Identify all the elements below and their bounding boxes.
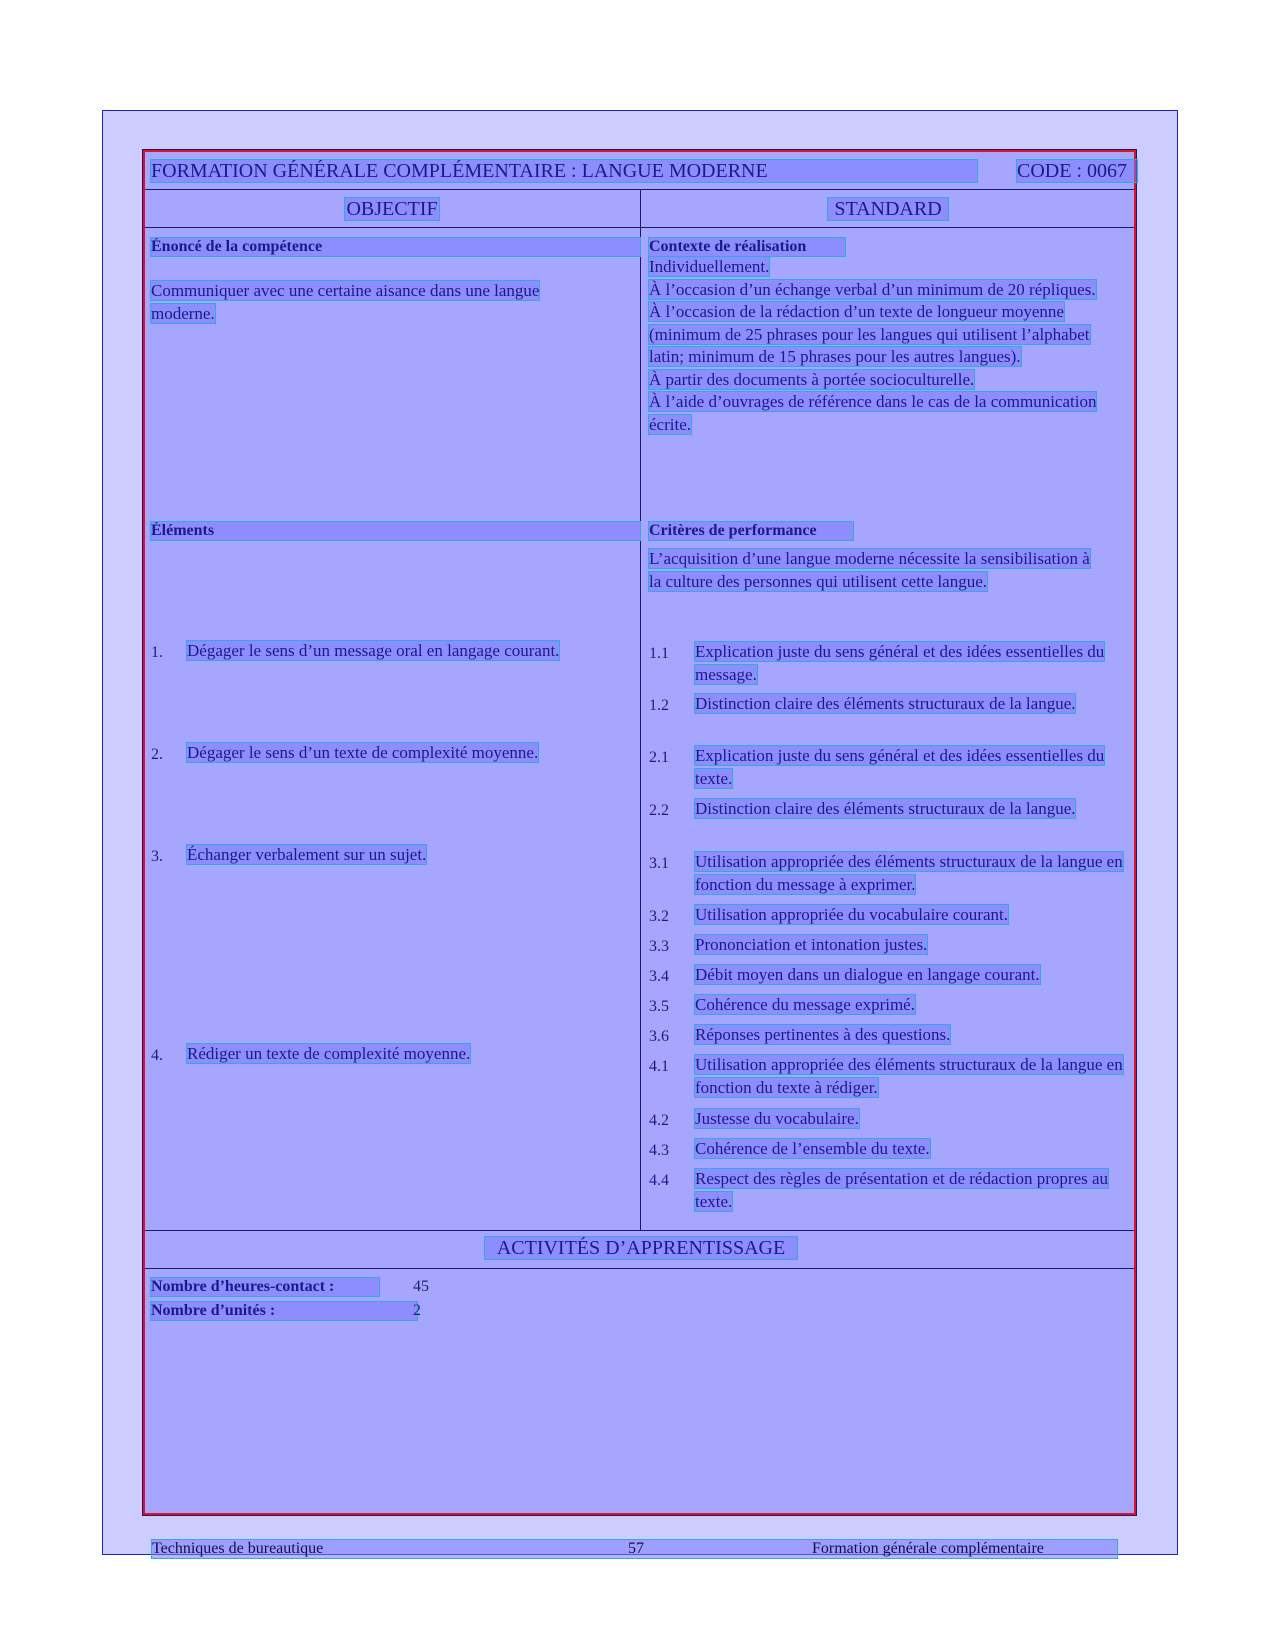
column-header-objectif: OBJECTIF (346, 198, 438, 220)
criterion-text: Cohérence de l’ensemble du texte. (695, 1139, 930, 1158)
element-number: 3. (151, 848, 163, 865)
hours-value: 45 (413, 1278, 429, 1295)
criterion-text: Distinction claire des éléments structuraux de la langue. (695, 694, 1076, 713)
criterion-number: 1.1 (649, 645, 669, 662)
element-number: 1. (151, 644, 163, 661)
elements-label: Éléments (151, 522, 640, 540)
element-number: 2. (151, 746, 163, 763)
criteria-label: Critères de performance (649, 522, 853, 540)
element-text: Rédiger un texte de complexité moyenne. (187, 1044, 471, 1063)
criterion-text: Débit moyen dans un dialogue en langage courant. (695, 965, 1040, 984)
criterion-number: 3.1 (649, 855, 669, 872)
criterion-number: 4.3 (649, 1142, 669, 1159)
page-number: 57 (628, 1540, 644, 1557)
criteria-intro: L’acquisition d’une langue moderne nécessite la sensibilisation à la culture des personnes qui utilisent cette langue. (649, 549, 1090, 591)
document-title: FORMATION GÉNÉRALE COMPLÉMENTAIRE : LANGUE MODERNE (151, 160, 977, 182)
criterion-number: 4.1 (649, 1058, 669, 1075)
footer-left: Techniques de bureautique (152, 1540, 324, 1557)
criterion-text: Utilisation appropriée des éléments structuraux de la langue en fonction du message à exprimer. (695, 852, 1123, 894)
criterion-number: 3.5 (649, 998, 669, 1015)
criterion-number: 4.4 (649, 1172, 669, 1189)
footer-right: Formation générale complémentaire (812, 1540, 1044, 1557)
activities-top-rule (145, 1230, 1134, 1231)
units-value: 2 (413, 1302, 421, 1319)
criterion-text: Respect des règles de présentation et de rédaction propres au texte. (695, 1169, 1109, 1211)
criterion-text: Prononciation et intonation justes. (695, 935, 928, 954)
activities-bottom-rule (145, 1268, 1134, 1269)
criterion-number: 4.2 (649, 1112, 669, 1129)
units-label: Nombre d’unités : (151, 1302, 417, 1320)
context-list (649, 256, 1119, 436)
competence-label: Énoncé de la compétence (151, 238, 640, 256)
element-text: Dégager le sens d’un message oral en langage courant. (187, 641, 560, 660)
criterion-number: 3.2 (649, 908, 669, 925)
criterion-number: 3.4 (649, 968, 669, 985)
competence-text (151, 280, 571, 325)
criterion-text: Justesse du vocabulaire. (695, 1109, 859, 1128)
activities-title: ACTIVITÉS D’APPRENTISSAGE (485, 1237, 797, 1259)
context-line: À l’aide d’ouvrages de référence dans le cas de la communication écrite. (649, 392, 1097, 434)
criterion-text: Distinction claire des éléments structuraux de la langue. (695, 799, 1076, 818)
criterion-text: Utilisation appropriée du vocabulaire courant. (695, 905, 1008, 924)
course-code: CODE : 0067 (1017, 160, 1137, 182)
context-line: À partir des documents à portée socioculturelle. (649, 369, 975, 389)
context-line: Individuellement. (649, 257, 770, 276)
context-line: À l’occasion d’un échange verbal d’un minimum de 20 répliques. (649, 279, 1096, 299)
column-divider (640, 190, 641, 1230)
context-line: À l’occasion de la rédaction d’un texte de longueur moyenne (minimum de 25 phrases pour les langues qui utilisent l’alphabet latin; minimum de 15 phrases pour les autres langues). (649, 302, 1090, 366)
element-text: Dégager le sens d’un texte de complexité moyenne. (187, 743, 539, 762)
criterion-number: 3.6 (649, 1028, 669, 1045)
competence-statement: Communiquer avec une certaine aisance dans une langue moderne. (151, 281, 540, 323)
document-table (143, 150, 1136, 1515)
hours-label: Nombre d’heures-contact : (151, 1278, 379, 1296)
criterion-number: 2.2 (649, 802, 669, 819)
element-text: Échanger verbalement sur un sujet. (187, 845, 427, 864)
criterion-text: Explication juste du sens général et des idées essentielles du message. (695, 642, 1105, 684)
column-header-standard: STANDARD (828, 198, 948, 220)
context-label: Contexte de réalisation (649, 238, 845, 256)
criterion-number: 2.1 (649, 749, 669, 766)
criterion-text: Explication juste du sens général et des idées essentielles du texte. (695, 746, 1105, 788)
criterion-text: Réponses pertinentes à des questions. (695, 1025, 951, 1044)
element-number: 4. (151, 1047, 163, 1064)
criterion-text: Cohérence du message exprimé. (695, 995, 915, 1014)
criterion-text: Utilisation appropriée des éléments structuraux de la langue en fonction du texte à rédiger. (695, 1055, 1123, 1097)
criterion-number: 3.3 (649, 938, 669, 955)
criterion-number: 1.2 (649, 697, 669, 714)
title-row (145, 152, 1134, 190)
